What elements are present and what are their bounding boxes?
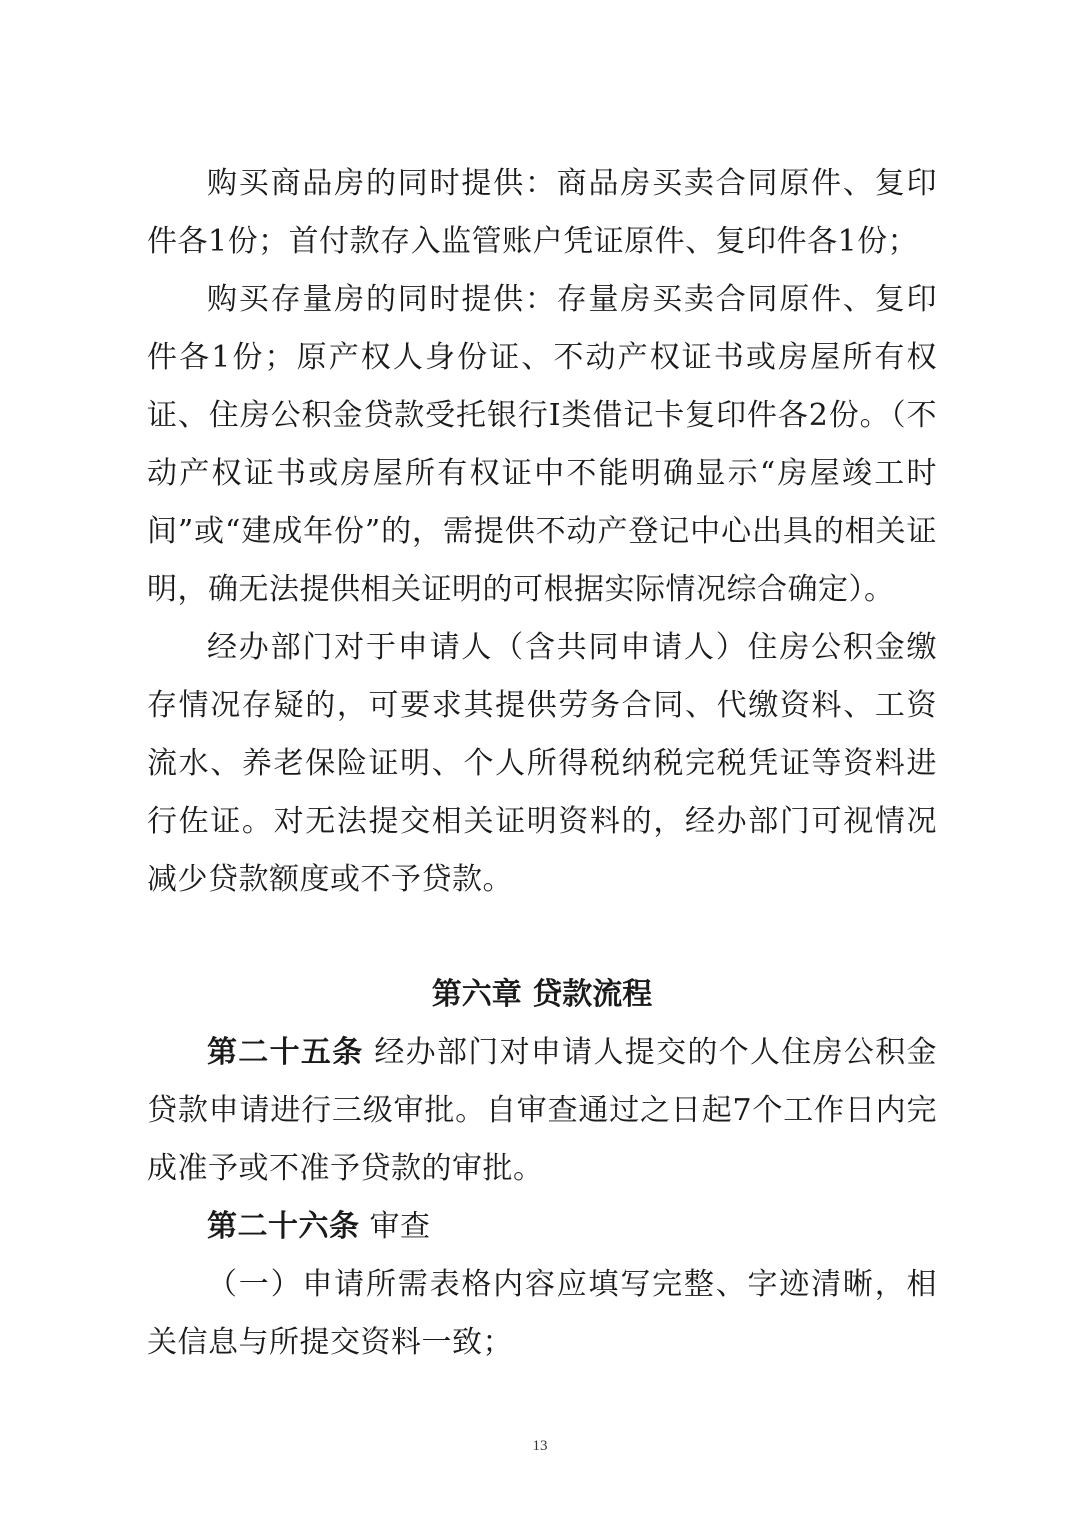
article-25-text: 经办部门对申请人提交的个人住房公积金贷款申请进行三级审批。自审查通过之日起7个工作日内完成准予或不准予贷款的审批。 xyxy=(147,1035,937,1186)
chapter-title: 第六章 贷款流程 xyxy=(431,977,653,1012)
article-26 xyxy=(147,1198,937,1256)
article-26-title: 第二十六条 xyxy=(207,1209,360,1244)
paragraph-commercial-housing: 购买商品房的同时提供：商品房买卖合同原件、复印件各1份；首付款存入监管账户凭证原件、复印件各1份； xyxy=(147,166,937,259)
article-26-text: 审查 xyxy=(359,1209,431,1244)
article-25 xyxy=(147,1024,937,1198)
paragraph-existing-housing: 购买存量房的同时提供：存量房买卖合同原件、复印件各1份；原产权人身份证、不动产权证书或房屋所有权证、住房公积金贷款受托银行I类借记卡复印件各2份。（不动产权证书或房屋所有权证中不能明确显示“房屋竣工时间”或“建成年份”的，需提供不动产登记中心出具的相关证明，确无法提供相关证明的可根据实际情况综合确定）。 xyxy=(147,282,937,607)
article-25-title: 第二十五条 xyxy=(207,1035,364,1070)
article-26-item-1: （一）申请所需表格内容应填写完整、字迹清晰，相关信息与所提交资料一致； xyxy=(147,1267,937,1360)
page-number: 13 xyxy=(532,1438,548,1454)
paragraph-verification: 经办部门对于申请人（含共同申请人）住房公积金缴存情况存疑的，可要求其提供劳务合同、代缴资料、工资流水、养老保险证明、个人所得税纳税完税凭证等资料进行佐证。对无法提交相关证明资料的，经办部门可视情况减少贷款额度或不予贷款。 xyxy=(147,630,937,897)
